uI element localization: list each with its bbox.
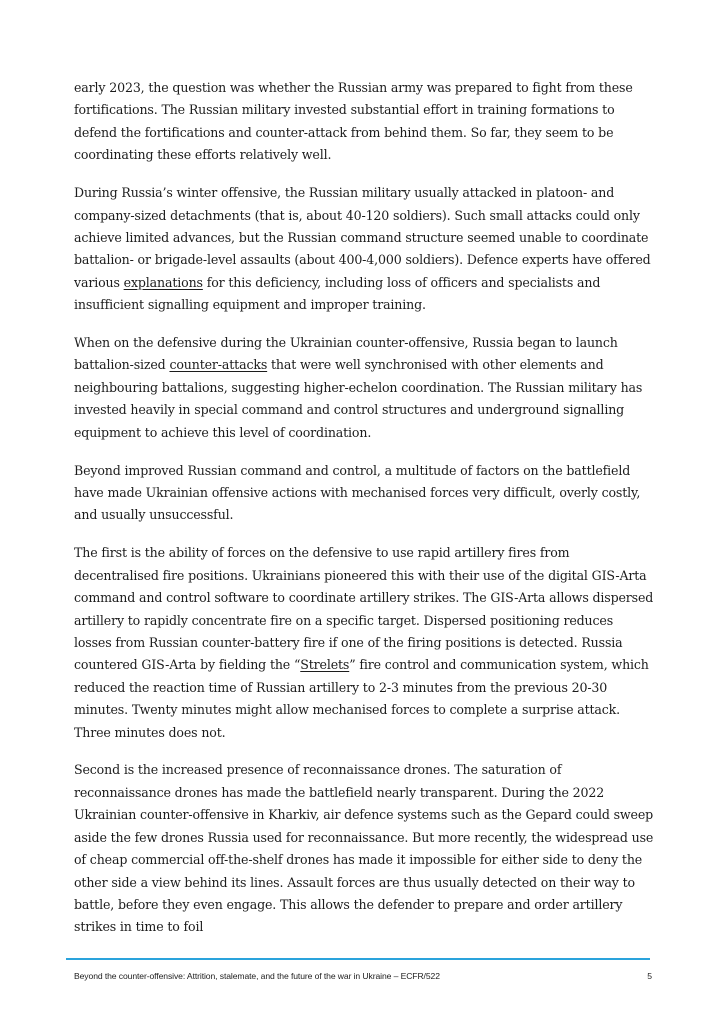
paragraph-3-text-a: When on the defensive during the Ukrainian counter-offensive, Russia began to launch battalion-sized: [74, 335, 618, 373]
strelets-link[interactable]: Strelets: [300, 657, 350, 673]
footer-divider: [66, 958, 650, 960]
paragraph-2-text-a: During Russia’s winter offensive, the Russian military usually attacked in platoon- and company-sized detachments (that is, about 40-120 soldiers). Such small attacks could only achieve limited advances, but the Russian command structure seemed unable to coordinate battalion- or brigade-level assaults (about 400-4,000 soldiers). Defence experts have offered various: [74, 185, 651, 290]
paragraph-4: Beyond improved Russian command and control, a multitude of factors on the battlefield have made Ukrainian offensive actions with mechanised forces very difficult, overly costly, and usually unsuccessful.: [74, 462, 641, 523]
paragraph-2-text-b: for this deficiency, including loss of officers and specialists and insufficient signalling equipment and improper training.: [74, 274, 601, 313]
paragraph-5-text-b: ” fire control and communication system, which reduced the reaction time of Russian artillery to 2-3 minutes from the previous 20-30 minutes. Twenty minutes might allow mechanised forces to complete a surprise attack. Three minutes does not.: [74, 657, 649, 740]
paragraph-5-text-a: The first is the ability of forces on the defensive to use rapid artillery fires from decentralised fire positions. Ukrainians pioneered this with their use of the digital GIS-Arta command and control software to coordinate artillery strikes. The GIS-Arta allows dispersed artillery to rapidly concentrate fire on a specific target. Dispersed positioning reduces losses from Russian counter-battery fire if one of the firing positions is detected. Russia countered GIS-Arta by fielding the “: [74, 545, 654, 673]
counter-attacks-link[interactable]: counter-attacks: [169, 357, 268, 373]
body-text: [74, 77, 654, 954]
footer-title: Beyond the counter-offensive: Attrition, stalemate, and the future of the war in Ukraine – ECFR/522: [74, 971, 440, 981]
page-number: 5: [647, 971, 652, 981]
paragraph-1: early 2023, the question was whether the Russian army was prepared to fight from these fortifications. The Russian military invested substantial effort in training formations to defend the fortifications and counter-attack from behind them. So far, they seem to be coordinating these efforts relatively well.: [74, 80, 633, 163]
paragraph-2: [74, 182, 654, 316]
explanations-link[interactable]: explanations: [123, 274, 203, 290]
paragraph-3: [74, 332, 654, 444]
paragraph-6: Second is the increased presence of reconnaissance drones. The saturation of reconnaissance drones has made the battlefield nearly transparent. During the 2022 Ukrainian counter-offensive in Kharkiv, air defence systems such as the Gepard could sweep aside the few drones Russia used for reconnaissance. But more recently, the widespread use of cheap commercial off-the-shelf drones has made it impossible for either side to deny the other side a view behind its lines. Assault forces are thus usually detected on their way to battle, before they even engage. This allows the defender to prepare and order artillery strikes in time to foil: [74, 762, 654, 935]
paragraph-5: [74, 542, 654, 744]
paragraph-3-text-b: that were well synchronised with other elements and neighbouring battalions, suggesting higher-echelon coordination. The Russian military has invested heavily in special command and control structures and underground signalling equipment to achieve this level of coordination.: [74, 357, 643, 440]
